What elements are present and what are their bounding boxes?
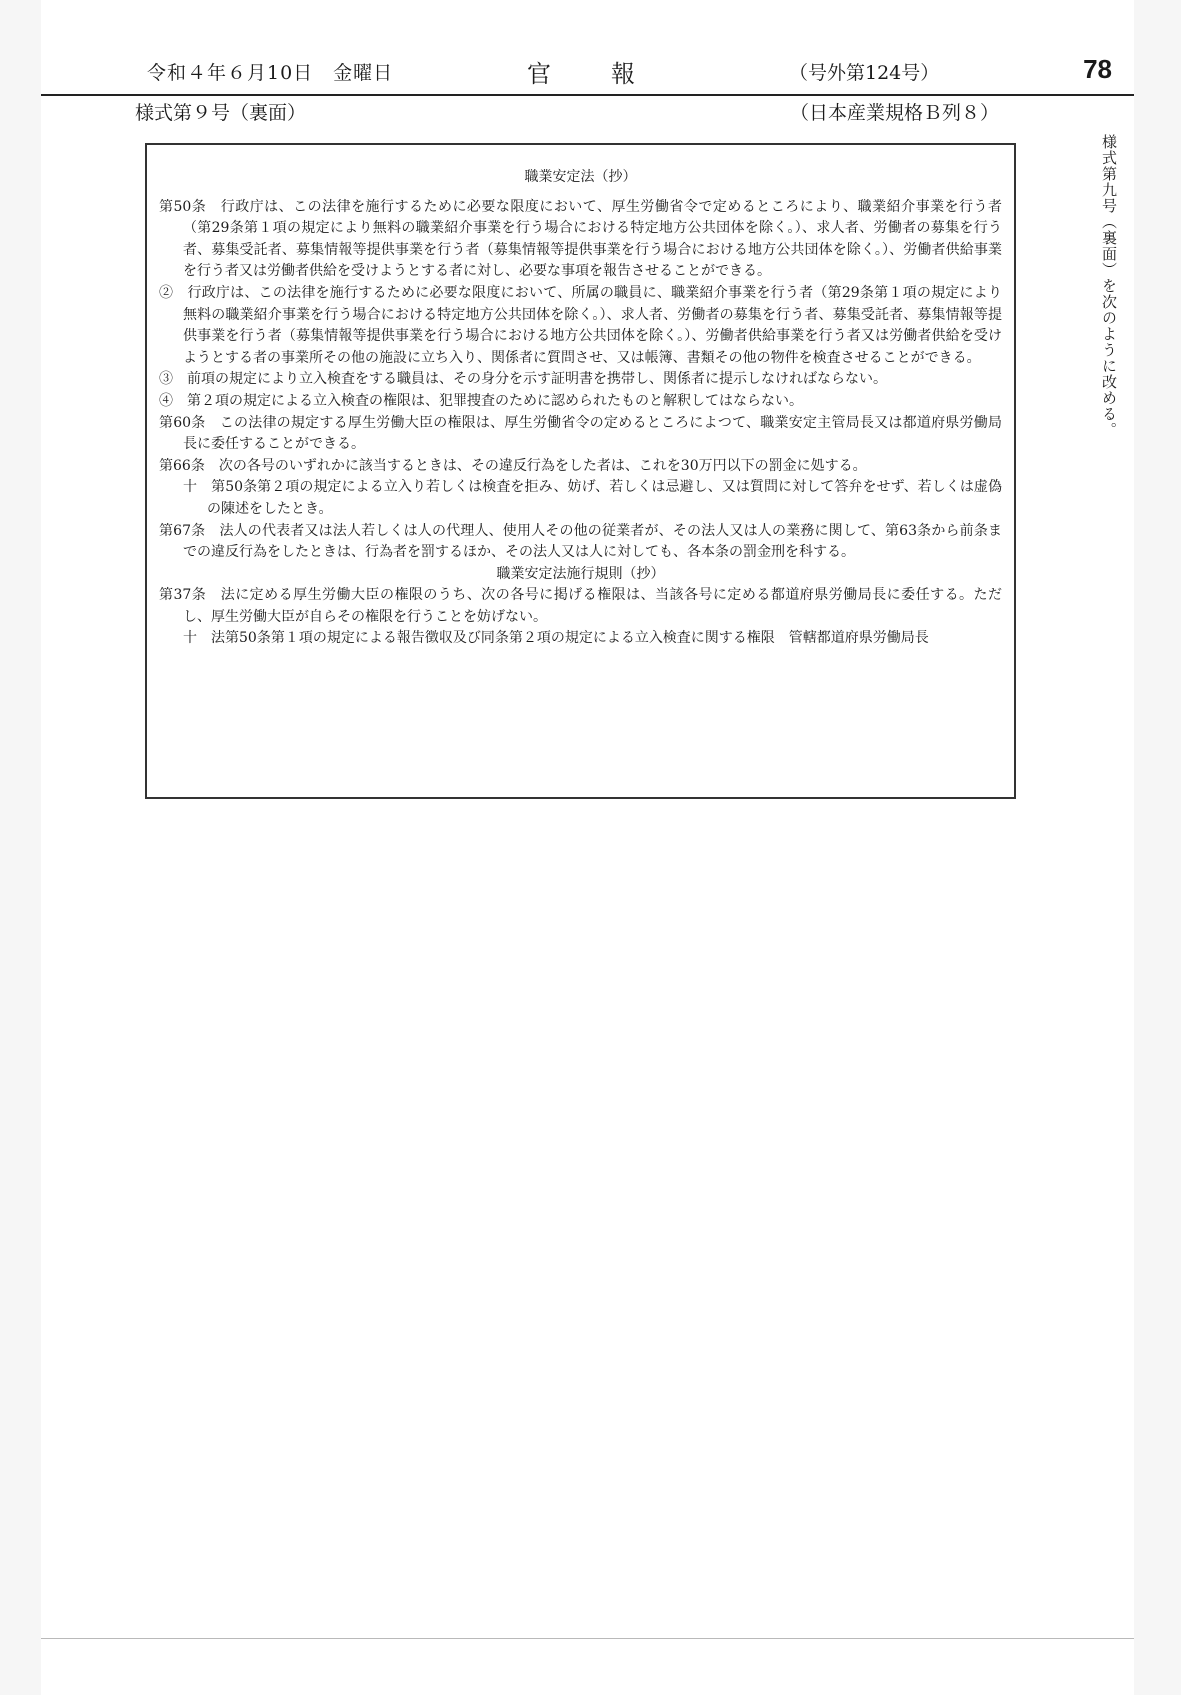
box-title: 職業安定法（抄） <box>524 169 637 185</box>
form-text-box <box>145 143 1016 799</box>
article-66: 第66条 次の各号のいずれかに該当するときは、その違反行為をした者は、これを30万円以下の罰金に処する。 <box>159 457 867 474</box>
article-60: 第60条 この法律の規定する厚生労働大臣の権限は、厚生労働省令の定めるところによつて、職業安定主管局長又は都道府県労働局長に委任することができる。 <box>159 414 1002 453</box>
regulation-title: 職業安定法施行規則（抄） <box>496 565 665 582</box>
article-67: 第67条 法人の代表者又は法人若しくは人の代理人、使用人その他の従業者が、その法人又は人の業務に関して、第63条から前条までの違反行為をしたときは、行為者を罰するほか、その法人又は人に対しても、各本条の罰金刑を科する。 <box>159 522 1002 561</box>
article-50: 第50条 行政庁は、この法律を施行するために必要な限度において、厚生労働省令で定めるところにより、職業紹介事業を行う者（第29条第１項の規定により無料の職業紹介事業を行う場合における特定地方公共団体を除く。）、求人者、労働者の募集を行う者、募集受託者、募集情報等提供事業を行う者（募集情報等提供事業を行う場合における地方公共団体を除く。）、労働者供給事業を行う者又は労働者供給を受けようとする者に対し、必要な事項を報告させることができる。 <box>159 198 1002 280</box>
article-50-para-4: ④ 第２項の規定による立入検査の権限は、犯罪捜査のために認められたものと解釈してはならない。 <box>159 392 803 409</box>
article-50-para-3: ③ 前項の規定により立入検査をする職員は、その身分を示す証明書を携帯し、関係者に提示しなければならない。 <box>159 371 887 388</box>
issue-number: （号外第124号） <box>789 62 940 84</box>
page-number: 78 <box>1083 54 1112 84</box>
side-note: 様式第九号（裏面）を次のように改める。 <box>1100 134 1118 438</box>
regulation-article-37-item-10: 十 法第50条第１項の規定による報告徴収及び同条第２項の規定による立入検査に関する権限 管轄都道府県労働局長 <box>183 630 929 647</box>
gazette-header <box>41 56 1134 96</box>
paper-size-label: （日本産業規格Ｂ列８） <box>790 102 1000 124</box>
footer-rule <box>41 1638 1134 1639</box>
form-label: 様式第９号（裏面） <box>135 102 307 124</box>
article-66-item-10: 十 第50条第２項の規定による立入り若しくは検査を拒み、妨げ、若しくは忌避し、又は質問に対して答弁をせず、若しくは虚偽の陳述をしたとき。 <box>183 479 1002 517</box>
article-50-para-2: ② 行政庁は、この法律を施行するために必要な限度において、所属の職員に、職業紹介事業を行う者（第29条第１項の規定により無料の職業紹介事業を行う場合における特定地方公共団体を除く。）、求人者、労働者の募集を行う者、募集受託者、募集情報等提供事業を行う者（募集情報等提供事業を行う場合における地方公共団体を除く。）、労働者供給事業を行う者又は労働者供給を受けようとする者の事業所その他の施設に立ち入り、関係者に質問させ、又は帳簿、書類その他の物件を検査させることができる。 <box>159 284 1002 366</box>
gazette-title <box>527 54 637 89</box>
title-char-po: 報 <box>611 60 637 88</box>
regulation-article-37: 第37条 法に定める厚生労働大臣の権限のうち、次の各号に掲げる権限は、当該各号に定める都道府県労働局長に委任する。ただし、厚生労働大臣が自らその権限を行うことを妨げない。 <box>159 587 1002 625</box>
issue-date: 令和４年６月10日 金曜日 <box>147 62 394 84</box>
title-char-kan: 官 <box>527 60 553 88</box>
